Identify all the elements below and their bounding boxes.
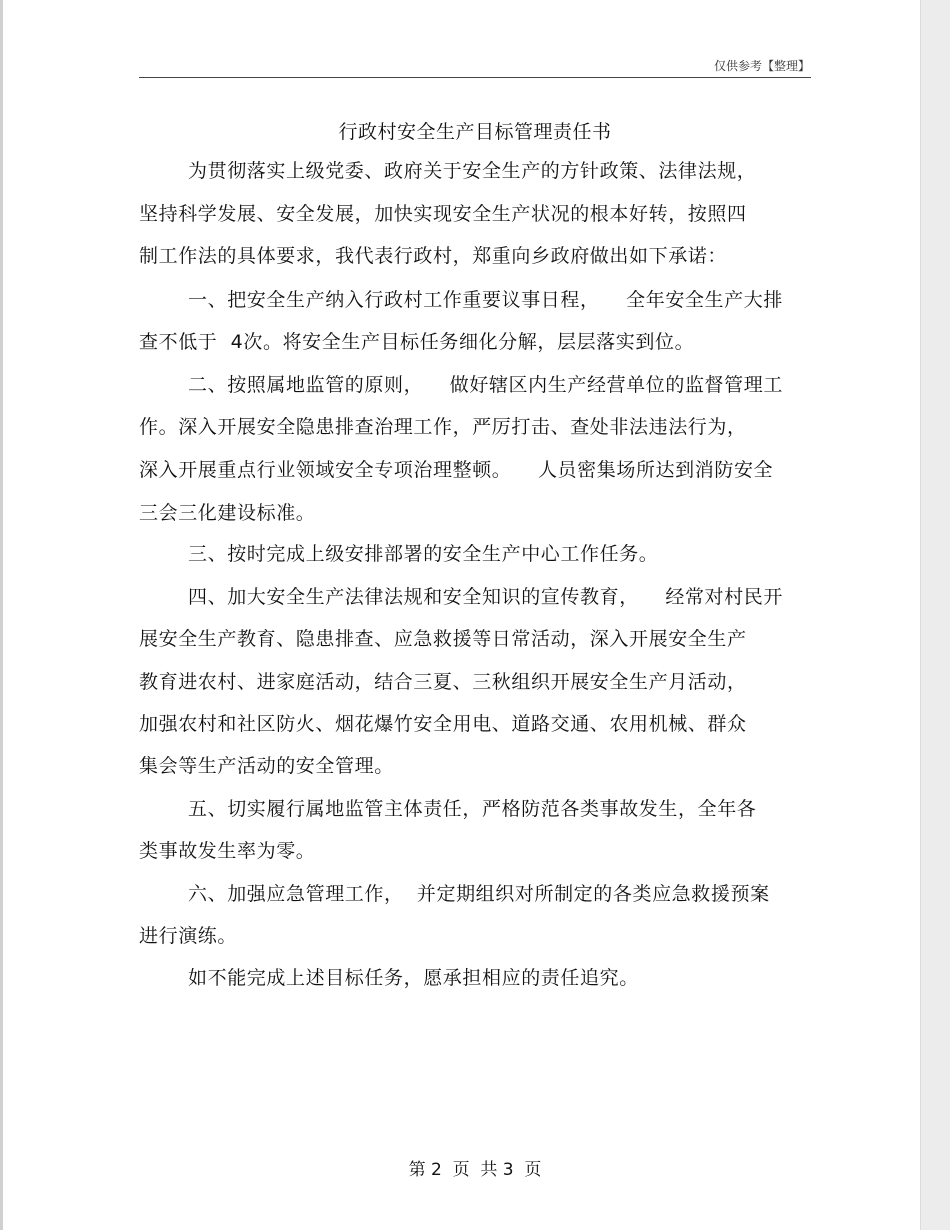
body-line: 查不低于 4次。将安全生产目标任务细化分解，层层落实到位。 bbox=[139, 331, 695, 353]
body-line: 展安全生产教育、隐患排查、应急救援等日常活动，深入开展安全生产 bbox=[139, 628, 747, 650]
body-line: 进行演练。 bbox=[139, 925, 238, 947]
body-line: 制工作法的具体要求，我代表行政村，郑重向乡政府做出如下承诺： bbox=[139, 245, 728, 267]
header-note: 仅供参考【整理】 bbox=[713, 59, 810, 73]
body-line: 教育进农村、进家庭活动，结合三夏、三秋组织开展安全生产月活动， bbox=[139, 671, 747, 693]
body-line: 二、按照属地监管的原则， 做好辖区内生产经营单位的监督管理工 bbox=[188, 374, 783, 396]
body-line: 深入开展重点行业领域安全专项治理整顿。 人员密集场所达到消防安全 bbox=[139, 459, 774, 481]
body-line: 三、按时完成上级安排部署的安全生产中心工作任务。 bbox=[188, 543, 659, 565]
body-line: 为贯彻落实上级党委、政府关于安全生产的方针政策、法律法规， bbox=[188, 160, 757, 182]
body-line: 如不能完成上述目标任务，愿承担相应的责任追究。 bbox=[188, 967, 639, 989]
page-left-edge bbox=[0, 0, 3, 1230]
body-line: 三会三化建设标准。 bbox=[139, 502, 316, 524]
body-line: 五、切实履行属地监管主体责任，严格防范各类事故发生，全年各 bbox=[188, 798, 757, 820]
body-line: 坚持科学发展、安全发展，加快实现安全生产状况的根本好转，按照四 bbox=[139, 203, 747, 225]
body-line: 六、加强应急管理工作， 并定期组织对所制定的各类应急救援预案 bbox=[188, 883, 770, 905]
page-number: 第 2 页 共 3 页 bbox=[408, 1160, 542, 1180]
body-line: 四、加大安全生产法律法规和安全知识的宣传教育， 经常对村民开 bbox=[188, 586, 783, 608]
document-title: 行政村安全生产目标管理责任书 bbox=[338, 121, 612, 143]
body-line: 集会等生产活动的安全管理。 bbox=[139, 755, 394, 777]
body-line: 加强农村和社区防火、烟花爆竹安全用电、道路交通、农用机械、群众 bbox=[139, 713, 747, 735]
body-line: 类事故发生率为零。 bbox=[139, 840, 316, 862]
page-right-margin bbox=[920, 0, 950, 1230]
header-rule bbox=[139, 77, 811, 78]
body-line: 作。深入开展安全隐患排查治理工作，严厉打击、查处非法违法行为， bbox=[139, 416, 747, 438]
body-line: 一、把安全生产纳入行政村工作重要议事日程， 全年安全生产大排 bbox=[188, 289, 783, 311]
